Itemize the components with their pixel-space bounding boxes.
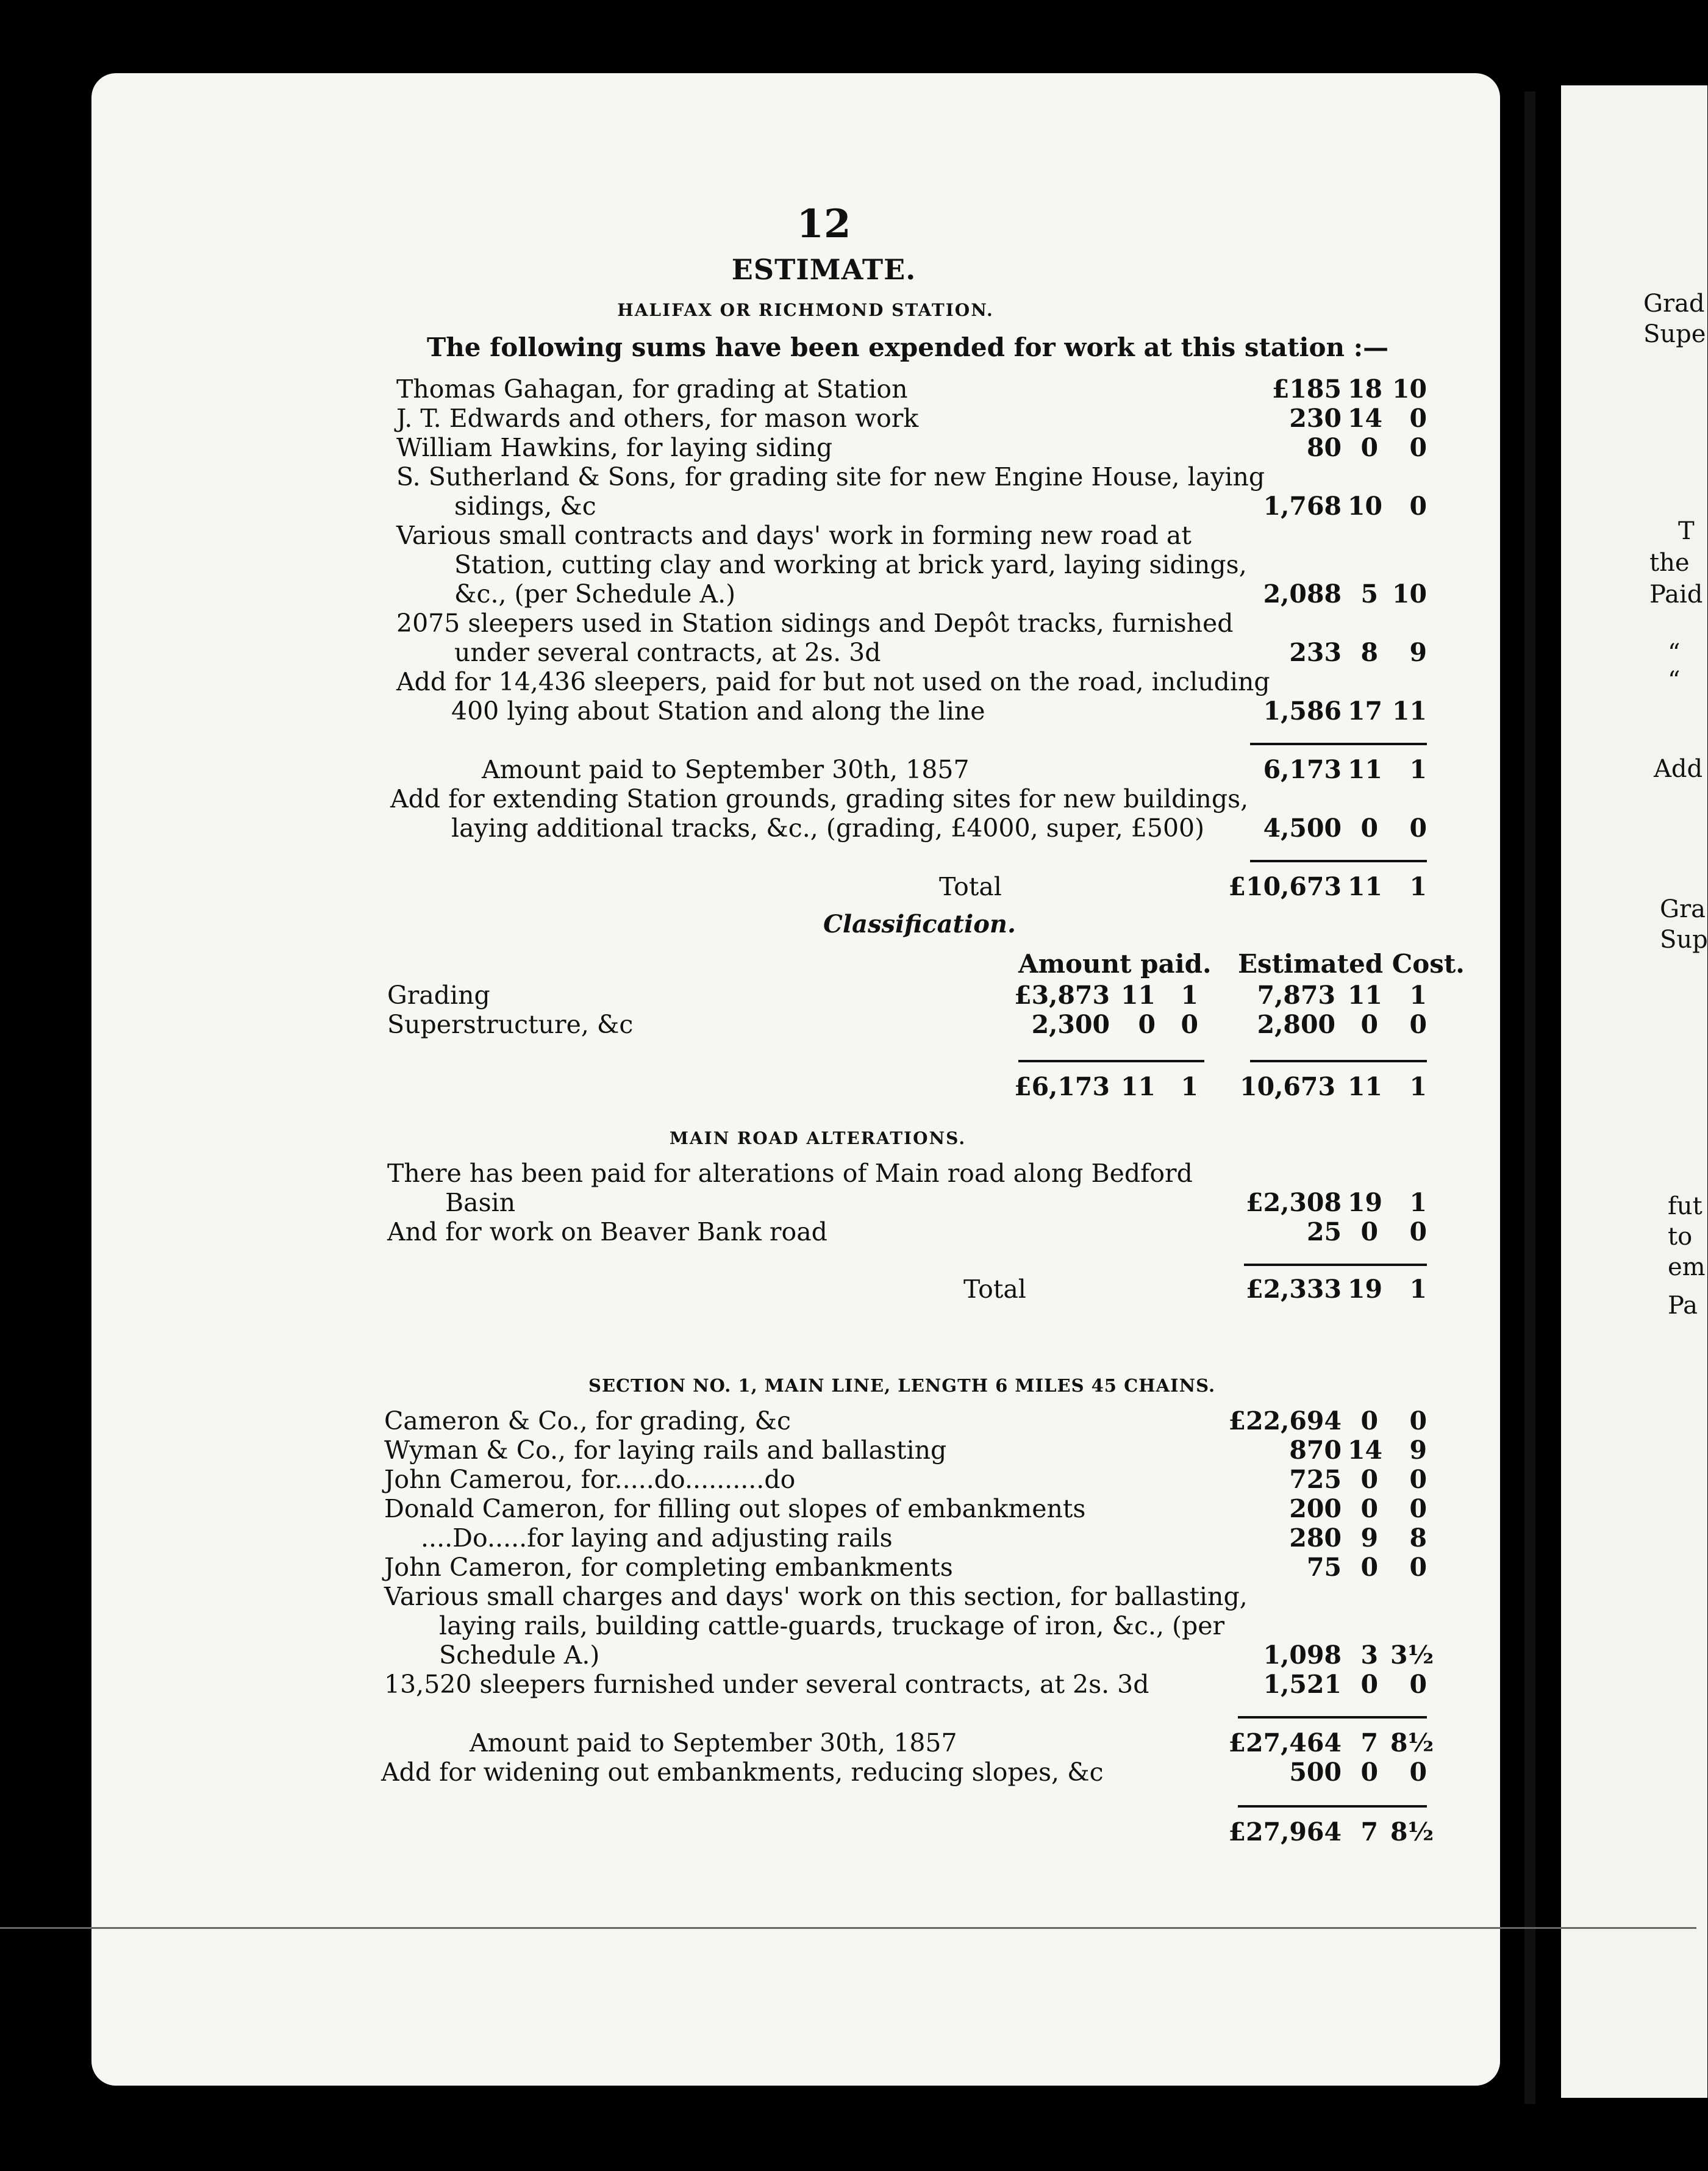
section1-item-text: Cameron & Co., for grading, &c <box>384 1406 791 1436</box>
section1-item-shillings: 0 <box>1360 1670 1378 1699</box>
cls-est-pence: 0 <box>1409 1010 1427 1039</box>
cls-paid-shillings: 0 <box>1138 1010 1156 1039</box>
station-item-pence: 0 <box>1409 433 1427 462</box>
station-total-label: Total <box>939 872 1002 901</box>
section1-item-pence: 0 <box>1409 1553 1427 1582</box>
main-road-total-shillings: 19 <box>1348 1275 1383 1304</box>
cls-est-pounds: 2,800 <box>1257 1010 1335 1039</box>
cls-total-paid-pounds: £6,173 <box>1014 1072 1110 1101</box>
cls-total-paid-shillings: 11 <box>1120 1072 1156 1101</box>
facing-page-text: em <box>1668 1253 1706 1281</box>
section1-item-text: ....Do.....for laying and adjusting rails <box>421 1523 893 1553</box>
section1-add-text: Add for widening out embankments, reducing slopes, &c <box>381 1758 1104 1787</box>
cls-est-rule <box>1250 1060 1427 1062</box>
section1-item-shillings: 3 <box>1360 1640 1378 1670</box>
station-item-pence: 11 <box>1392 696 1427 726</box>
facing-page-text: Grad <box>1643 290 1705 318</box>
section1-item-pence: 0 <box>1409 1465 1427 1494</box>
page-crease <box>1524 91 1535 2104</box>
cls-est-shillings: 0 <box>1360 1010 1378 1039</box>
facing-page-text: Gra <box>1660 895 1706 923</box>
cls-est-shillings: 11 <box>1348 981 1383 1010</box>
station-item-text-cont: Station, cutting clay and working at brick yard, laying sidings, <box>454 550 1247 579</box>
section1-paid-shillings: 7 <box>1360 1728 1378 1758</box>
station-item-shillings: 14 <box>1348 404 1383 433</box>
station-title: HALIFAX OR RICHMOND STATION. <box>617 300 994 320</box>
page-number: 12 <box>796 201 851 247</box>
main-road-line2: And for work on Beaver Bank road <box>387 1217 827 1246</box>
section1-subtotal-rule <box>1238 1716 1427 1719</box>
section1-add-pounds: 500 <box>1289 1758 1342 1787</box>
station-item-pence: 10 <box>1392 579 1427 609</box>
section1-item-pounds: 725 <box>1289 1465 1342 1494</box>
facing-page-text: “ <box>1668 639 1681 667</box>
section1-item-pounds: 1,098 <box>1263 1640 1342 1670</box>
col-amount-paid: Amount paid. <box>1018 949 1212 979</box>
station-item-shillings: 8 <box>1360 638 1378 667</box>
main-road-title: MAIN ROAD ALTERATIONS. <box>669 1128 967 1148</box>
station-item-pounds: 230 <box>1289 404 1342 433</box>
facing-page-text: the <box>1649 549 1690 577</box>
main-road-line1: There has been paid for alterations of Main road along Bedford <box>387 1159 1193 1188</box>
station-item-pence: 10 <box>1392 374 1427 404</box>
station-item-text-cont: under several contracts, at 2s. 3d <box>454 638 881 667</box>
section1-item-pounds: 75 <box>1306 1553 1342 1582</box>
station-total-pence: 1 <box>1409 872 1427 901</box>
section1-item-pence: 3½ <box>1390 1640 1434 1670</box>
station-item-text: J. T. Edwards and others, for mason work <box>396 404 919 433</box>
station-item-pence: 0 <box>1409 492 1427 521</box>
section1-item-shillings: 0 <box>1360 1553 1378 1582</box>
subtotal-rule <box>1250 743 1427 745</box>
facing-page-text: “ <box>1668 667 1681 695</box>
section1-item-pounds: 200 <box>1289 1494 1342 1523</box>
section1-item-text: John Cameron, for completing embankments <box>384 1553 953 1582</box>
section1-item-shillings: 0 <box>1360 1494 1378 1523</box>
cls-est-pence: 1 <box>1409 981 1427 1010</box>
station-item-pence: 0 <box>1409 404 1427 433</box>
station-item-text-cont: &c., (per Schedule A.) <box>454 579 736 609</box>
section1-item-shillings: 0 <box>1360 1406 1378 1436</box>
total-rule <box>1250 860 1427 862</box>
cls-paid-pence: 1 <box>1181 981 1198 1010</box>
section1-item-text-cont: laying rails, building cattle-guards, truckage of iron, &c., (per <box>439 1611 1225 1640</box>
section1-paid-pence: 8½ <box>1390 1728 1434 1758</box>
station-add-pence: 0 <box>1409 814 1427 843</box>
station-add-pounds: 4,500 <box>1263 814 1342 843</box>
section1-item-shillings: 9 <box>1360 1523 1378 1553</box>
cls-total-est-pounds: 10,673 <box>1240 1072 1335 1101</box>
station-total-pounds: £10,673 <box>1228 872 1342 901</box>
section1-paid-label: Amount paid to September 30th, 1857 <box>470 1728 957 1758</box>
section1-item-text: Various small charges and days' work on this section, for ballasting, <box>384 1582 1248 1611</box>
facing-page <box>1561 85 1707 2098</box>
section1-paid-pounds: £27,464 <box>1228 1728 1342 1758</box>
main-road-shillings: 0 <box>1360 1217 1378 1246</box>
section1-item-text-cont: Schedule A.) <box>439 1640 600 1670</box>
main-road-total-pence: 1 <box>1409 1275 1427 1304</box>
facing-page-text: Pa <box>1668 1292 1698 1320</box>
station-item-shillings: 0 <box>1360 433 1378 462</box>
section1-title: SECTION NO. 1, MAIN LINE, LENGTH 6 MILES 45 CHAINS. <box>588 1375 1216 1396</box>
station-paid-shillings: 11 <box>1348 755 1383 784</box>
cls-paid-pounds: 2,300 <box>1031 1010 1110 1039</box>
station-item-text: William Hawkins, for laying siding <box>396 433 833 462</box>
cls-total-est-shillings: 11 <box>1348 1072 1383 1101</box>
station-item-text: Various small contracts and days' work in forming new road at <box>396 521 1192 550</box>
main-road-pounds: £2,308 <box>1246 1188 1342 1217</box>
section1-item-text: Donald Cameron, for filling out slopes of embankments <box>384 1494 1086 1523</box>
station-item-pence: 9 <box>1409 638 1427 667</box>
section1-add-pence: 0 <box>1409 1758 1427 1787</box>
station-item-pounds: 1,768 <box>1263 492 1342 521</box>
station-item-text: Add for 14,436 sleepers, paid for but not used on the road, including <box>396 667 1270 696</box>
main-road-total-label: Total <box>963 1275 1026 1304</box>
main-road-pence: 0 <box>1409 1217 1427 1246</box>
station-item-pounds: 80 <box>1306 433 1342 462</box>
section1-item-shillings: 0 <box>1360 1465 1378 1494</box>
section1-item-pounds: 1,521 <box>1263 1670 1342 1699</box>
section1-total-pence: 8½ <box>1390 1817 1434 1847</box>
section1-item-pence: 0 <box>1409 1406 1427 1436</box>
facing-page-text: fut <box>1668 1192 1703 1220</box>
station-add-text-cont: laying additional tracks, &c., (grading, £4000, super, £500) <box>451 814 1205 843</box>
main-road-line1-cont: Basin <box>445 1188 516 1217</box>
station-item-text: 2075 sleepers used in Station sidings and Depôt tracks, furnished <box>396 609 1234 638</box>
section1-item-pence: 8 <box>1409 1523 1427 1553</box>
main-road-rule <box>1244 1264 1427 1266</box>
station-add-text: Add for extending Station grounds, grading sites for new buildings, <box>390 784 1249 814</box>
station-paid-label: Amount paid to September 30th, 1857 <box>482 755 970 784</box>
col-estimated-cost: Estimated Cost. <box>1238 949 1465 979</box>
station-item-text-cont: sidings, &c <box>454 492 596 521</box>
main-road-pence: 1 <box>1409 1188 1427 1217</box>
station-item-text-cont: 400 lying about Station and along the line <box>451 696 985 726</box>
section1-total-shillings: 7 <box>1360 1817 1378 1847</box>
cls-paid-pounds: £3,873 <box>1014 981 1110 1010</box>
section1-item-shillings: 14 <box>1348 1436 1383 1465</box>
main-road-shillings: 19 <box>1348 1188 1383 1217</box>
section1-item-text: John Camerou, for.....do..........do <box>384 1465 796 1494</box>
section1-item-text: Wyman & Co., for laying rails and ballasting <box>384 1436 947 1465</box>
facing-page-text: Add <box>1654 755 1703 783</box>
station-item-text: S. Sutherland & Sons, for grading site for new Engine House, laying <box>396 462 1265 492</box>
cls-paid-rule <box>1018 1060 1204 1062</box>
facing-page-text: to <box>1668 1223 1693 1251</box>
cls-est-pounds: 7,873 <box>1257 981 1335 1010</box>
cls-paid-pence: 0 <box>1181 1010 1198 1039</box>
main-road-total-pounds: £2,333 <box>1246 1275 1342 1304</box>
station-item-shillings: 17 <box>1348 696 1383 726</box>
facing-page-text: Supe <box>1643 320 1706 348</box>
classification-label: Superstructure, &c <box>387 1010 634 1039</box>
facing-page-text: Paid <box>1649 581 1703 609</box>
classification-label: Grading <box>387 981 490 1010</box>
station-item-shillings: 18 <box>1348 374 1383 404</box>
section1-item-pounds: £22,694 <box>1228 1406 1342 1436</box>
station-add-shillings: 0 <box>1360 814 1378 843</box>
scan-line <box>0 1927 1696 1929</box>
section1-add-shillings: 0 <box>1360 1758 1378 1787</box>
section1-item-pounds: 870 <box>1289 1436 1342 1465</box>
main-road-pounds: 25 <box>1306 1217 1342 1246</box>
station-total-shillings: 11 <box>1348 872 1383 901</box>
section1-item-pence: 0 <box>1409 1494 1427 1523</box>
station-intro: The following sums have been expended for work at this station :— <box>427 332 1389 362</box>
section1-total-pounds: £27,964 <box>1228 1817 1342 1847</box>
cls-total-paid-pence: 1 <box>1181 1072 1198 1101</box>
station-paid-pounds: 6,173 <box>1263 755 1342 784</box>
section1-item-pence: 9 <box>1409 1436 1427 1465</box>
station-paid-pence: 1 <box>1409 755 1427 784</box>
section1-total-rule <box>1238 1805 1427 1808</box>
station-item-shillings: 10 <box>1348 492 1383 521</box>
station-item-shillings: 5 <box>1360 579 1378 609</box>
section1-item-pence: 0 <box>1409 1670 1427 1699</box>
station-item-pounds: 1,586 <box>1263 696 1342 726</box>
facing-page-text: T <box>1678 517 1695 545</box>
cls-paid-shillings: 11 <box>1120 981 1156 1010</box>
cls-total-est-pence: 1 <box>1409 1072 1427 1101</box>
classification-title: Classification. <box>823 910 1016 939</box>
section1-item-text: 13,520 sleepers furnished under several contracts, at 2s. 3d <box>384 1670 1149 1699</box>
section1-item-pounds: 280 <box>1289 1523 1342 1553</box>
station-item-pounds: 2,088 <box>1263 579 1342 609</box>
station-item-pounds: 233 <box>1289 638 1342 667</box>
estimate-heading: ESTIMATE. <box>731 253 917 286</box>
station-item-text: Thomas Gahagan, for grading at Station <box>396 374 908 404</box>
facing-page-text: Sup <box>1660 926 1708 954</box>
station-item-pounds: £185 <box>1271 374 1342 404</box>
